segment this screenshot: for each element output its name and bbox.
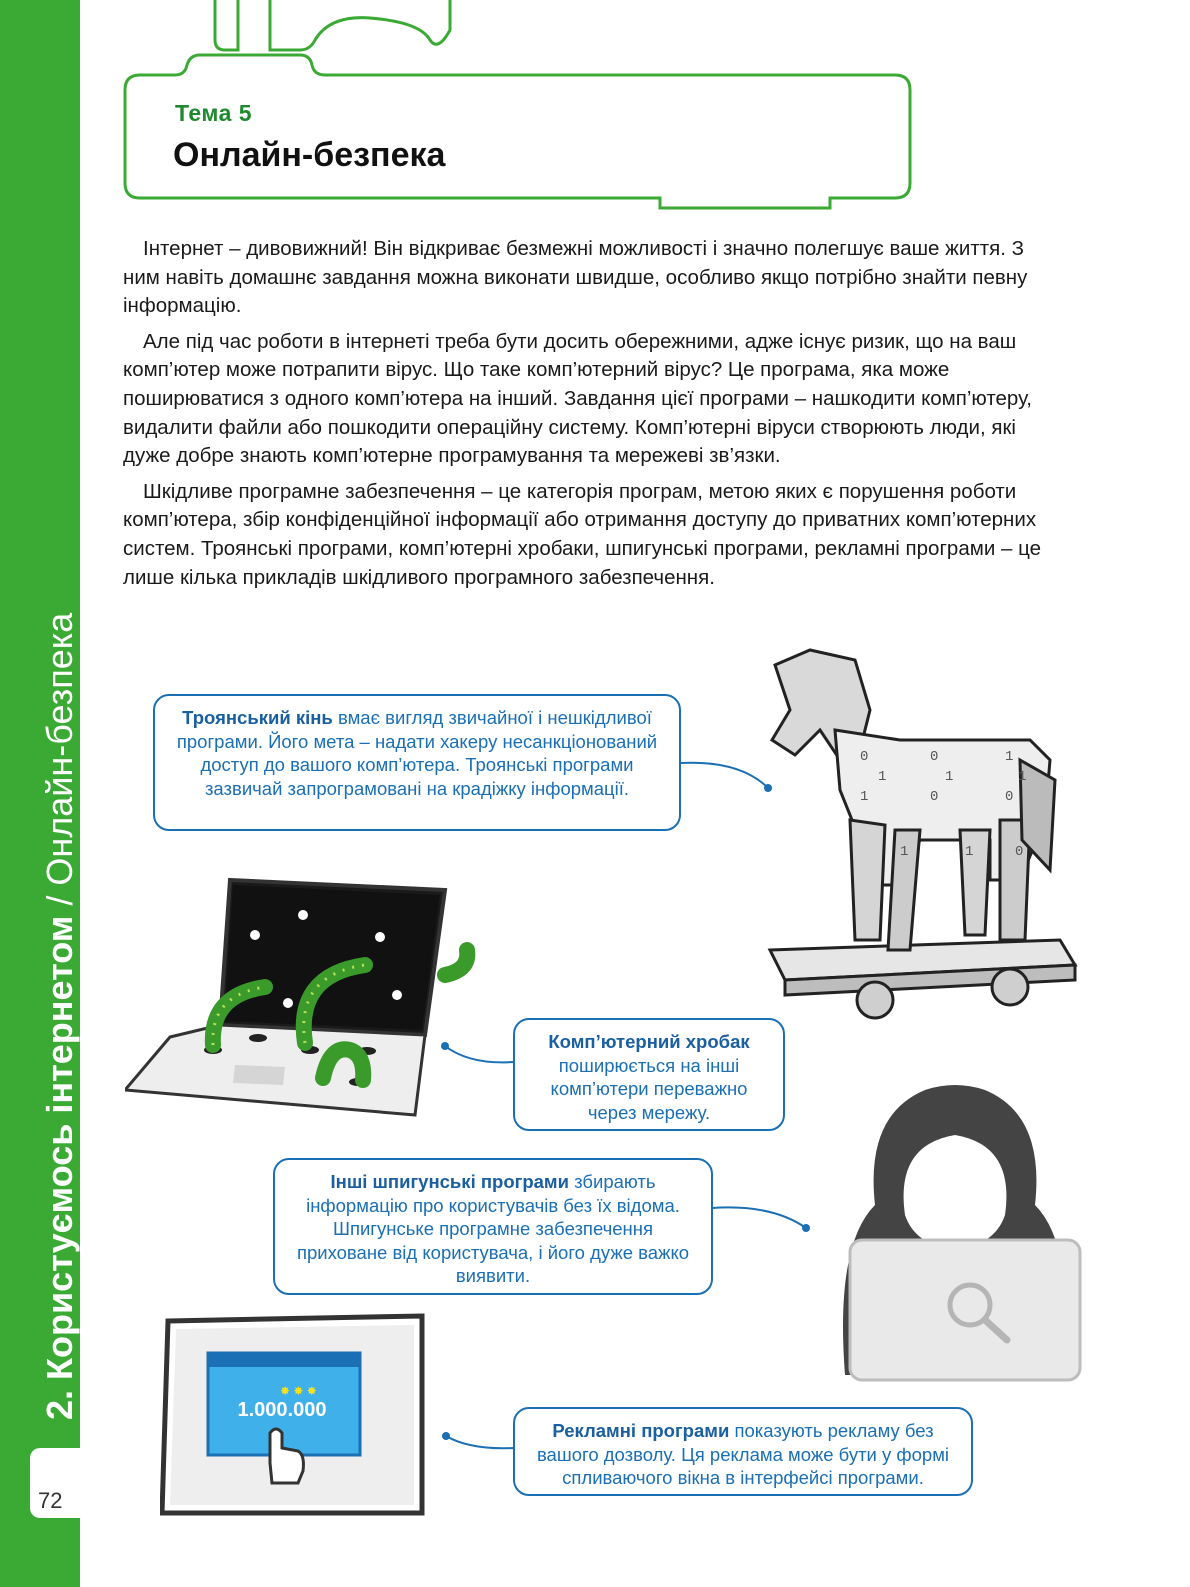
hacker-illustration	[825, 1075, 1085, 1385]
binary-digit: 1	[1018, 769, 1027, 785]
trojan-description: вмає вигляд звичайної і нешкідливої програми. Його мета – надати хакеру несанкціонований доступ до вашого комп’ютера. Троянські програми зазвичай запрограмовані на крадіжку інформації.	[176, 707, 658, 799]
trojan-connector	[680, 755, 780, 795]
page-number: 72	[38, 1488, 63, 1513]
laptop-worm-illustration	[125, 875, 485, 1125]
binary-digit: 1	[860, 789, 869, 805]
binary-digit: 1	[878, 769, 887, 785]
binary-digit: 0	[930, 749, 939, 765]
binary-digit: 1	[965, 844, 974, 860]
chapter-title-bold: 2. Користуємось інтернетом	[39, 915, 80, 1420]
spyware-term: Інші шпигунські програми	[330, 1171, 569, 1192]
paragraph-2: Але під час роботи в інтернеті треба бути досить обережними, адже існує ризик, що на ваш комп’ютер може потрапити вірус. Що таке комп’ютерний вірус? Це програма, яка може поширюватися з одного комп’ютера на інший. Завдання цієї програми – нашкодити комп’ютеру, видалити файли або пошкодити операційну систему. Комп’ютерні віруси створюють люди, які дуже добре знають комп’ютерне програмування та мережеві зв’язки.	[123, 329, 1032, 468]
trojan-horse-illustration	[760, 640, 1080, 1020]
binary-digit: 0	[1005, 789, 1014, 805]
adware-connector	[440, 1430, 516, 1460]
svg-text:✸ ✸ ✸: ✸ ✸ ✸	[280, 1384, 317, 1398]
trojan-term: Троянський кінь	[182, 707, 333, 728]
adware-illustration	[160, 1313, 425, 1518]
binary-digit: 1	[945, 769, 954, 785]
binary-digit: 1	[1005, 749, 1014, 765]
adware-callout	[513, 1407, 973, 1496]
worm-description: поширюється на інші комп’ютери переважно через мережу.	[550, 1054, 748, 1123]
ad-amount: 1.000.000	[237, 1399, 327, 1421]
adware-term: Рекламні програми	[552, 1420, 730, 1441]
spyware-callout	[273, 1158, 713, 1295]
binary-digit: 1	[900, 844, 909, 860]
paragraph-1: Інтернет – дивовижний! Він відкриває безмежні можливості і значно полегшує ваше життя. З ним навіть домашнє завдання можна виконати швидше, особливо якщо потрібно знайти певну інформацію.	[123, 237, 1028, 318]
worm-connector	[440, 1040, 516, 1070]
theme-label: Тема 5	[175, 100, 253, 126]
paragraph-3: Шкідливе програмне забезпечення – це категорія програм, метою яких є порушення роботи комп’ютера, збір конфіденційної інформації або отримання доступу до приватних комп’ютерних систем. Троянські програми, комп’ютерні хробаки, шпигунські програми, рекламні програми – це лише кілька прикладів шкідливого програмного забезпечення.	[123, 479, 1041, 589]
page-title: Онлайн-безпека	[173, 136, 446, 174]
intro-text	[123, 235, 1063, 599]
binary-digit: 0	[930, 789, 939, 805]
binary-digit: 0	[860, 749, 869, 765]
worm-term: Комп’ютерний хробак	[548, 1031, 750, 1052]
spyware-connector	[712, 1200, 812, 1235]
worm-callout	[513, 1018, 785, 1131]
adware-description: показують рекламу без вашого дозволу. Ця реклама може бути у формі спливаючого вікна в інтерфейсі програми.	[536, 1420, 950, 1488]
chapter-title-vertical	[40, 520, 80, 1420]
spyware-description: збирають інформацію про користувачів без їх відома. Шпигунське програмне забезпечення приховане від користувача, і його дуже важко виявити.	[296, 1171, 690, 1286]
binary-digit: 0	[1015, 844, 1024, 860]
trojan-callout	[153, 694, 681, 831]
chapter-title-rest: / Онлайн-безпека	[39, 612, 80, 916]
